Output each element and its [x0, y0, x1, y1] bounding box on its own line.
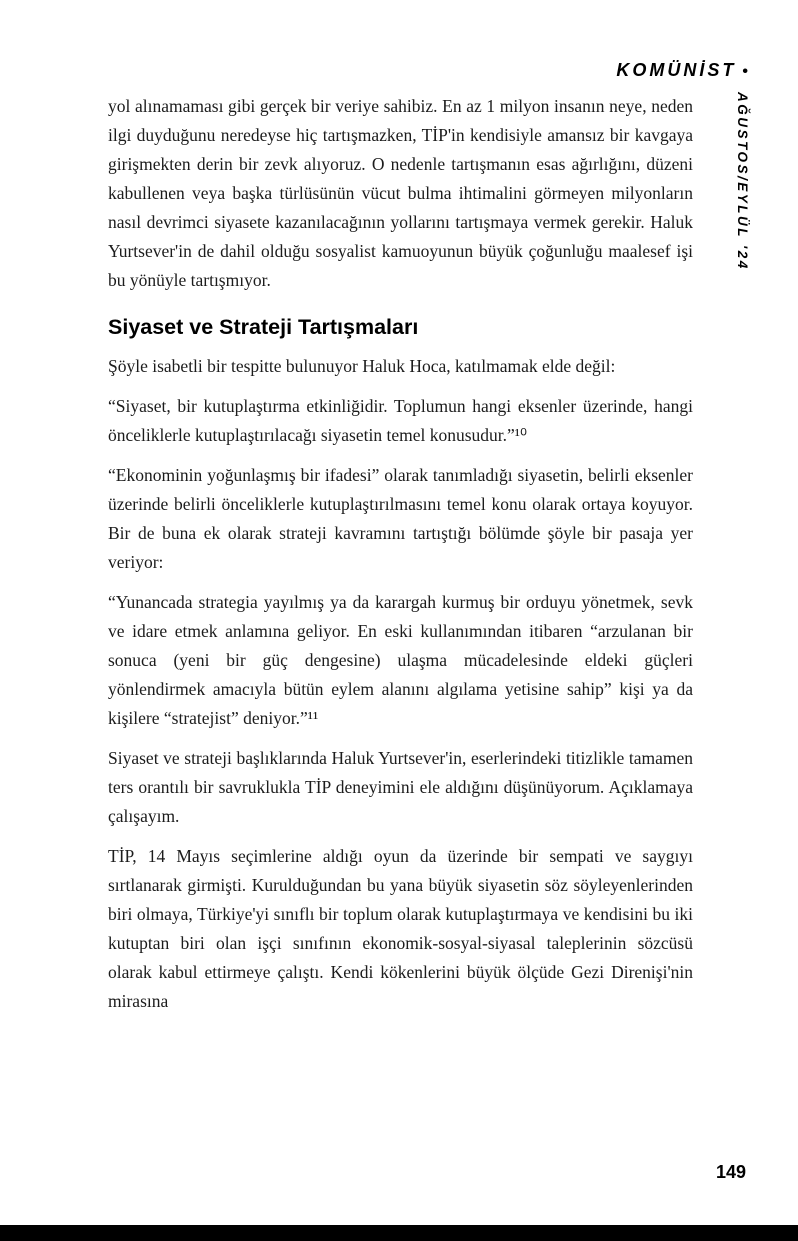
edition-label-vertical: AĞUSTOS/EYLÜL '24 — [735, 92, 750, 271]
bottom-rule-bar — [0, 1225, 798, 1241]
paragraph: TİP, 14 Mayıs seçimlerine aldığı oyun da üzerinde bir sempati ve saygıyı sırtlanarak girmişti. Kurulduğundan bu yana büyük siyasetin söz söyleyenlerinden biri olmaya, Türkiye'yi sınıflı bir toplum olarak kutuplaştırmaya ve kendisini bu iki kutuptan biri olan işçi sınıfının ekonomik-sosyal-siyasal taleplerinin sözcüsü olarak kabul ettirmeye çalıştı. Kendi kökenlerini büyük ölçüde Gezi Direnişi'nin mirasına — [108, 846, 693, 1011]
paragraph: yol alınamaması gibi gerçek bir veriye sahibiz. En az 1 milyon insanın neye, neden ilgi duyduğunu neredeyse hiç tartışmazken, TİP'in kendisiyle amansız bir kavgaya girişmekten derin bir zevk alıyoruz. O nedenle tartışmanın esas ağırlığını, düzeni kabullenen veya başka türlüsünün vücut bulma ihtimalini görmeyen milyonların nasıl devrimci siyasete kazanılacağının yollarını tartışmaya vermek gerekir. Haluk Yurtsever'in de dahil olduğu sosyalist kamuoyunun büyük çoğunluğu maalesef işi bu yönüyle tartışmıyor. — [108, 96, 693, 290]
page-number: 149 — [715, 1162, 746, 1182]
paragraph: “Yunancada strategia yayılmış ya da karargah kurmuş bir orduyu yönetmek, sevk ve idare etmek anlamına geliyor. En eski kullanımından itibaren “arzulanan bir sonuca (yeni bir güç dengesine) ulaşma mücadelesinde eldeki güçleri yönlendirmek amacıyla bütün eylem alanını algılama yetisine sahip” kişi ya da kişilere “stratejist” deniyor.”¹¹ — [108, 592, 693, 728]
paragraph: “Siyaset, bir kutuplaştırma etkinliğidir. Toplumun hangi eksenler üzerinde, hangi önceliklerle kutuplaştırılacağı siyasetin temel konusudur.”¹⁰ — [108, 396, 693, 445]
masthead-bullet-icon: • — [742, 63, 748, 80]
masthead-title: KOMÜNİST — [616, 60, 737, 80]
paragraph: Siyaset ve strateji başlıklarında Haluk Yurtsever'in, eserlerindeki titizlikle tamamen ters orantılı bir savruklukla TİP deneyimini ele aldığını düşünüyorum. Açıklamaya çalışayım. — [108, 748, 693, 826]
section-heading: Siyaset ve Strateji Tartışmaları — [108, 315, 419, 339]
masthead — [616, 60, 748, 81]
article-content — [108, 92, 693, 1027]
paragraph: “Ekonominin yoğunlaşmış bir ifadesi” olarak tanımladığı siyasetin, belirli eksenler üzerinde belirli önceliklerle kutuplaştırılmasını temel konu olarak ortaya koyuyor. Bir de buna ek olarak strateji kavramını tartıştığı bölümde şöyle bir pasaja yer veriyor: — [108, 465, 693, 572]
paragraph: Şöyle isabetli bir tespitte bulunuyor Haluk Hoca, katılmamak elde değil: — [108, 356, 616, 376]
